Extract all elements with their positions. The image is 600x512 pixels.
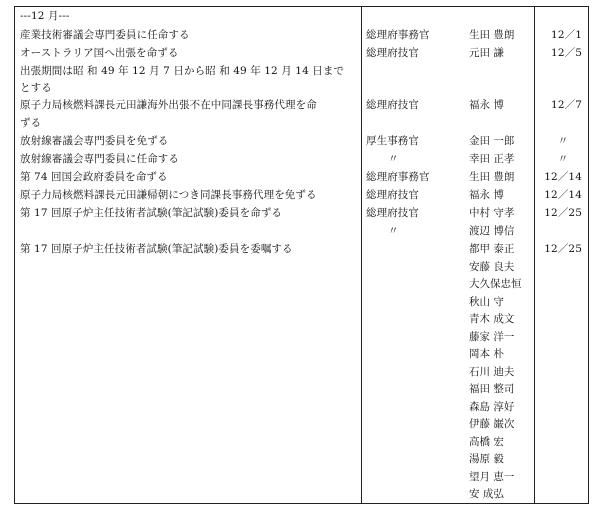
entry-description: 放射線審議会専門委員に任命する (20, 153, 179, 165)
entry-date: 〃 (557, 135, 569, 147)
entry-person: 生田 豊朗 (469, 29, 515, 41)
entry-description: 第 17 回原子炉主任技術者試験(筆記試験)委員を命ずる (20, 207, 283, 219)
entry-person: 伊藤 巌次 (469, 418, 515, 430)
entry-person: 金田 一郎 (469, 135, 515, 147)
month-header: ---12 月--- (20, 10, 70, 22)
entry-date: 12／25 (544, 207, 582, 219)
entry-person: 安藤 良夫 (469, 260, 515, 273)
entry-description: 第 74 回国会政府委員を命ずる (20, 171, 168, 183)
entry-date: 12／14 (544, 171, 582, 183)
entry-person: 望月 恵一 (469, 470, 515, 483)
entry-date: 12／1 (551, 29, 582, 41)
entry-office: 〃 (388, 225, 399, 237)
entry-person: 大久保忠恒 (469, 278, 522, 290)
entry-person: 秋山 守 (469, 295, 504, 308)
entry-date: 12／5 (551, 47, 582, 59)
entry-person: 福永 博 (469, 99, 504, 111)
entry-person: 福田 整司 (469, 383, 515, 395)
entry-description: 第 17 回原子炉主任技術者試験(筆記試験)委員を委嘱する (20, 243, 293, 255)
entry-office: 厚生事務官 (366, 135, 419, 147)
entry-person: 藤家 洋一 (469, 330, 515, 343)
entry-person: 湯原 毅 (469, 453, 504, 465)
entry-office: 総理府技官 (366, 189, 419, 201)
entry-description: 放射線審議会専門委員を免ずる (20, 135, 169, 147)
entry-date: 12／14 (544, 189, 582, 201)
entry-date: 12／25 (544, 243, 582, 255)
entry-description: とする (20, 82, 52, 94)
entry-date: 〃 (557, 153, 569, 165)
entry-person: 福永 博 (469, 189, 504, 201)
entry-person: 岡本 朴 (469, 348, 504, 360)
entry-date: 12／7 (551, 99, 582, 111)
entry-description: オーストラリア国へ出張を命ずる (20, 47, 179, 59)
entry-office: 総理府技官 (366, 207, 419, 219)
entry-person: 元田 謙 (469, 47, 504, 59)
entry-person: 青木 成文 (469, 313, 515, 325)
entry-office: 〃 (388, 153, 399, 165)
entry-person: 安 成弘 (469, 488, 504, 500)
entry-person: 石川 迪夫 (469, 365, 515, 378)
entry-person: 都甲 泰正 (469, 243, 515, 255)
entry-person: 中村 守孝 (469, 207, 515, 219)
entry-office: 総理府事務官 (366, 171, 430, 183)
column-divider-office (361, 7, 362, 503)
entry-person: 高橋 宏 (469, 435, 504, 448)
entry-description: 出張期間は昭 和 49 年 12 月 7 日から昭 和 49 年 12 月 14 日まで (20, 64, 345, 77)
entry-person: 生田 豊朗 (469, 171, 515, 183)
entry-description: ずる (20, 116, 42, 129)
entry-person: 森島 淳好 (469, 400, 515, 413)
entry-office: 総理府技官 (366, 47, 419, 59)
entry-office: 総理府技官 (366, 99, 419, 111)
entry-person: 幸田 正孝 (469, 153, 515, 165)
entry-office: 総理府事務官 (366, 29, 430, 41)
entry-description: 原子力局核燃料課長元田謙海外出張不在中同課長事務代理を命 (20, 99, 317, 111)
entry-description: 産業技術審議会専門委員に任命する (20, 29, 190, 41)
entry-person: 渡辺 博信 (469, 225, 515, 237)
entry-description: 原子力局核燃料課長元田謙帰朝につき同課長事務代理を免ずる (20, 189, 317, 201)
